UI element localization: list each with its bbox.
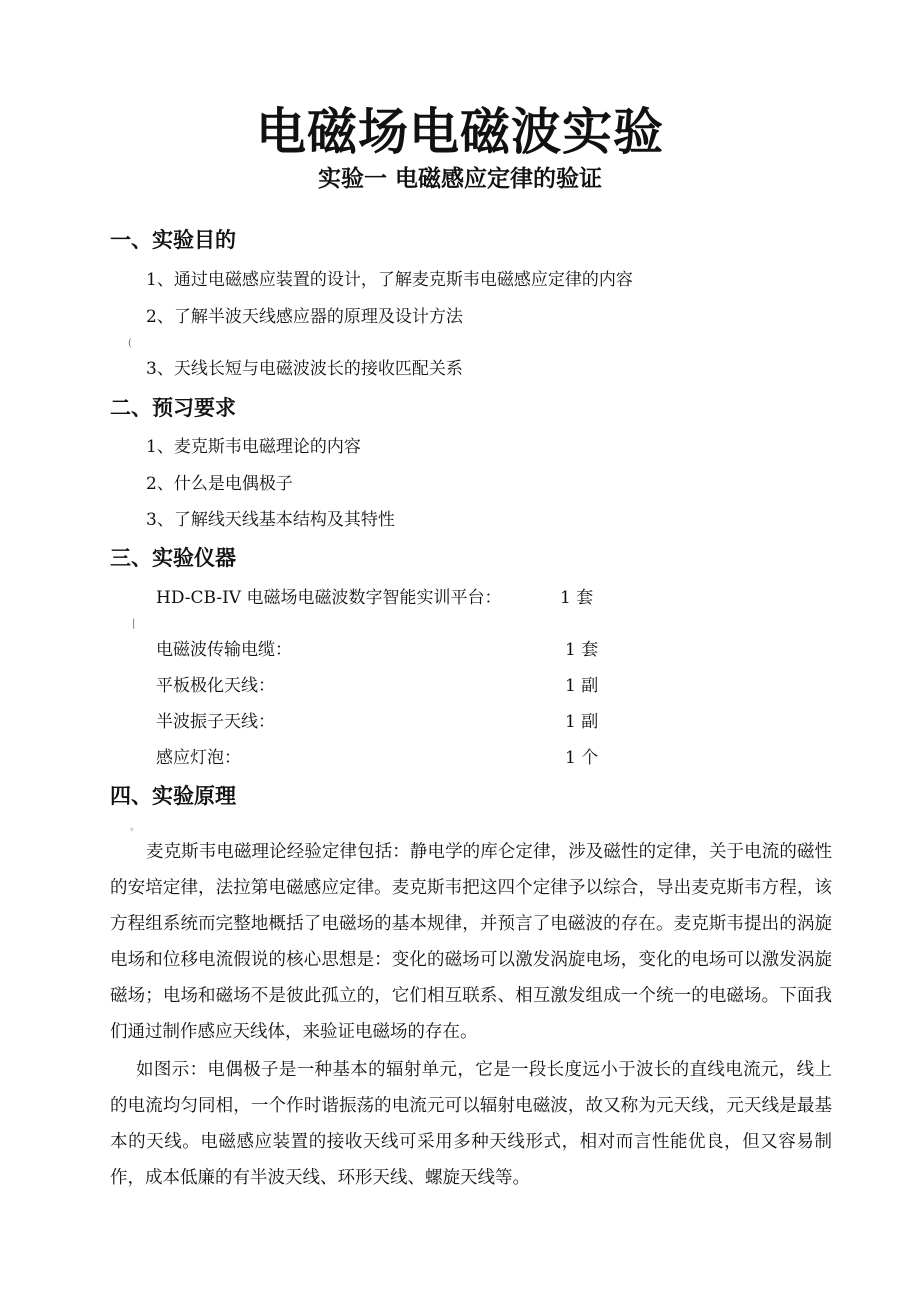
equipment-name: 感应灯泡： xyxy=(156,748,241,768)
preview-item: 3、了解线天线基本结构及其特性 xyxy=(146,510,395,530)
equipment-name: 平板极化天线： xyxy=(156,676,275,696)
principle-paragraph: 麦克斯韦电磁理论经验定律包括：静电学的库仑定律，涉及磁性的定律，关于电流的磁性的安培定律，法拉第电磁感应定律。麦克斯韦把这四个定律予以综合，导出麦克斯韦方程，该方程组系统而完整地概括了电磁场的基本规律，并预言了电磁波的存在。麦克斯韦提出的涡旋电场和位移电流假说的核心思想是：变化的磁场可以激发涡旋电场，变化的电场可以激发涡旋磁场；电场和磁场不是彼此孤立的，它们相互联系、相互激发组成一个统一的电磁场。下面我们通过制作感应天线体，来验证电磁场的存在。 xyxy=(110,842,832,1042)
section-heading-objectives: 一、实验目的 xyxy=(110,227,236,252)
equipment-name: 半波振子天线： xyxy=(156,712,275,732)
document-title: 电磁场电磁波实验 xyxy=(256,102,664,161)
objective-item: 1、通过电磁感应装置的设计，了解麦克斯韦电磁感应定律的内容 xyxy=(146,270,633,290)
stray-mark: | xyxy=(132,618,136,629)
preview-item: 2、什么是电偶极子 xyxy=(146,474,293,494)
section-heading-preview: 二、预习要求 xyxy=(110,395,236,420)
equipment-qty: 1 套 xyxy=(560,588,594,608)
equipment-name: HD-CB-IV 电磁场电磁波数字智能实训平台： xyxy=(156,588,502,608)
equipment-qty: 1 副 xyxy=(565,712,599,732)
section-heading-principle: 四、实验原理 xyxy=(110,783,236,808)
stray-mark: 。 xyxy=(130,822,140,833)
stray-mark: ( xyxy=(128,338,132,349)
experiment-subtitle: 实验一 电磁感应定律的验证 xyxy=(317,165,602,192)
objective-item: 3、天线长短与电磁波波长的接收匹配关系 xyxy=(146,359,463,379)
objective-item: 2、了解半波天线感应器的原理及设计方法 xyxy=(146,307,463,327)
equipment-qty: 1 个 xyxy=(565,748,599,768)
section-heading-equipment: 三、实验仪器 xyxy=(110,545,236,570)
equipment-qty: 1 副 xyxy=(565,676,599,696)
equipment-name: 电磁波传输电缆： xyxy=(156,640,292,660)
equipment-qty: 1 套 xyxy=(565,640,599,660)
principle-paragraph: 如图示：电偶极子是一种基本的辐射单元，它是一段长度远小于波长的直线电流元，线上的电流均匀同相，一个作时谐振荡的电流元可以辐射电磁波，故又称为元天线，元天线是最基本的天线。电磁感应装置的接收天线可采用多种天线形式，相对而言性能优良，但又容易制作，成本低廉的有半波天线、环形天线、螺旋天线等。 xyxy=(110,1060,832,1188)
preview-item: 1、麦克斯韦电磁理论的内容 xyxy=(146,437,361,457)
